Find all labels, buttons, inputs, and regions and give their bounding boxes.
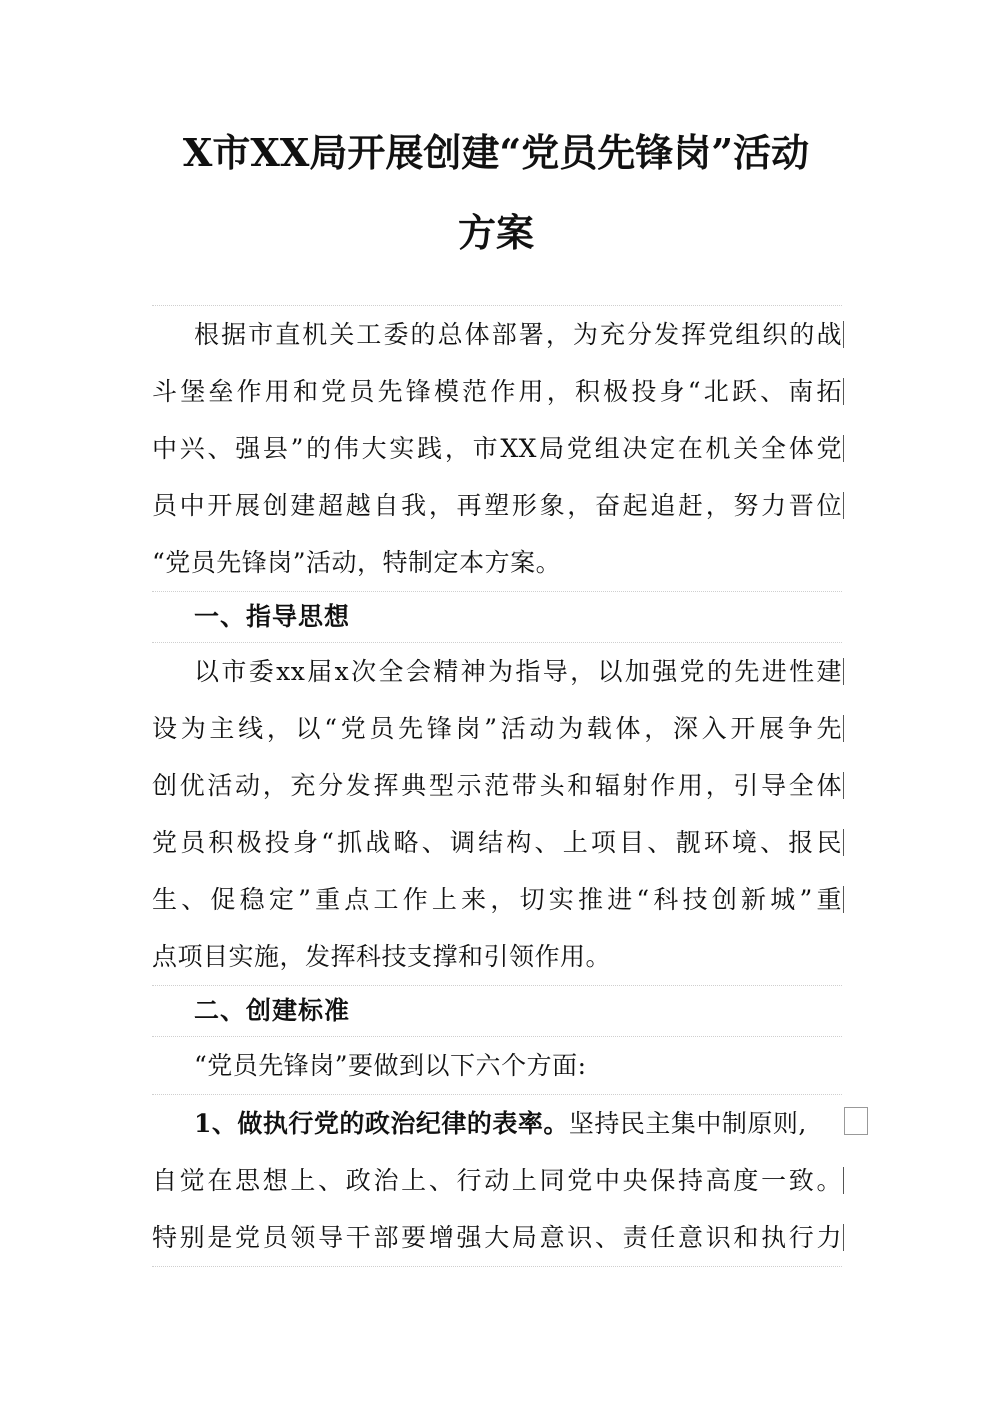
- item1-text: 坚持民主集中制原则,: [568, 1109, 807, 1138]
- section1-line: 以市委xx届x次全会精神为指导，以加强党的先进性建: [152, 643, 842, 700]
- section2-intro: “党员先锋岗”要做到以下六个方面:: [194, 1051, 587, 1080]
- intro-line: “党员先锋岗”活动，特制定本方案。: [152, 548, 562, 577]
- section1-line: 党员积极投身“抓战略、调结构、上项目、靓环境、报民: [152, 814, 842, 871]
- item1-first-line: [152, 1095, 842, 1152]
- document-title-line-1: X市XX局开展创建“党员先锋岗”活动: [182, 130, 810, 175]
- intro-line: 中兴、强县”的伟大实践，市XX局党组决定在机关全体党: [152, 420, 842, 477]
- paragraph-divider: [152, 1266, 842, 1267]
- intro-line: 员中开展创建超越自我，再塑形象，奋起追赶，努力晋位: [152, 477, 842, 534]
- item1-line: 自觉在思想上、政治上、行动上同党中央保持高度一致。: [152, 1152, 842, 1209]
- section-heading-standards: 二、创建标准: [194, 996, 351, 1025]
- document-body: [152, 305, 842, 1267]
- section1-line: 创优活动，充分发挥典型示范带头和辐射作用，引导全体: [152, 757, 842, 814]
- section-heading-guiding-thought: 一、指导思想: [194, 602, 351, 631]
- intro-line: 斗堡垒作用和党员先锋模范作用，积极投身“北跃、南拓: [152, 363, 842, 420]
- item1-line: 特别是党员领导干部要增强大局意识、责任意识和执行力: [152, 1209, 842, 1266]
- intro-line: 根据市直机关工委的总体部署，为充分发挥党组织的战: [152, 306, 842, 363]
- section1-line: 设为主线，以“党员先锋岗”活动为载体，深入开展争先: [152, 700, 842, 757]
- section1-line: 生、促稳定”重点工作上来，切实推进“科技创新城”重: [152, 871, 842, 928]
- margin-box: [844, 1107, 868, 1135]
- document-title-line-2: 方案: [457, 210, 534, 255]
- section1-line: 点项目实施，发挥科技支撑和引领作用。: [152, 942, 612, 971]
- item1-bold-heading: 1、做执行党的政治纪律的表率。: [194, 1109, 569, 1138]
